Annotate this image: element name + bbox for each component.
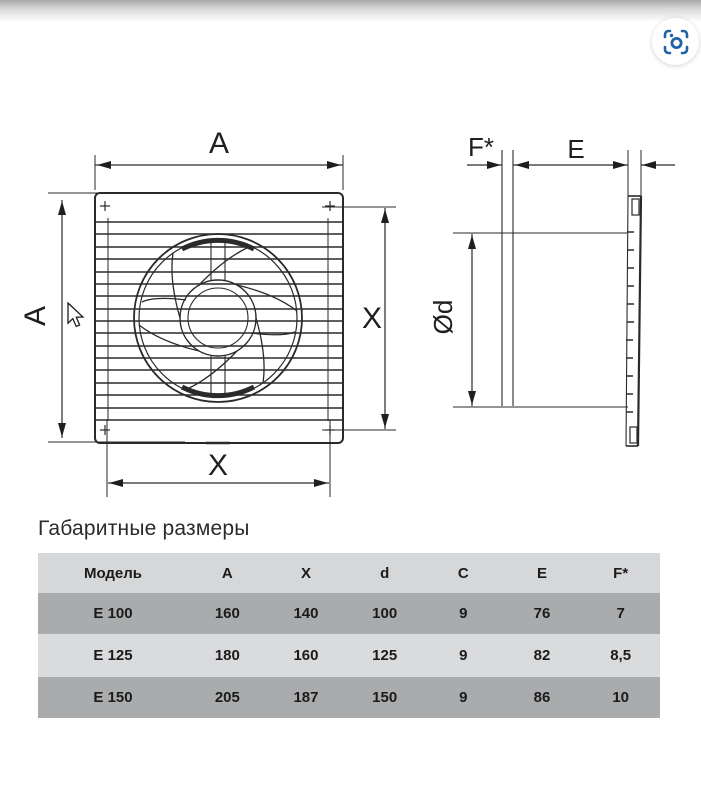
cell-model: E 150 xyxy=(93,689,133,706)
cell-value: 86 xyxy=(533,689,551,706)
table-header-row xyxy=(38,553,660,593)
flange-depth-label: F* xyxy=(468,132,494,162)
col-header-f: F* xyxy=(613,564,629,582)
cell-value: 9 xyxy=(459,605,468,622)
col-header-x: X xyxy=(300,564,311,582)
cell-value: 125 xyxy=(372,647,398,664)
cell-value: 140 xyxy=(293,605,319,622)
table-row xyxy=(38,677,660,718)
cell-model: E 100 xyxy=(93,605,133,622)
col-header-model: Модель xyxy=(83,564,143,582)
front-width-label: A xyxy=(208,127,230,160)
cell-value: 7 xyxy=(616,605,625,622)
visual-search-button[interactable] xyxy=(652,18,699,65)
duct-diameter-label: Ød xyxy=(428,299,458,335)
mouse-cursor xyxy=(68,303,83,326)
dimensions-table xyxy=(38,553,660,718)
cell-value: 10 xyxy=(612,689,629,706)
front-height-label: A xyxy=(19,305,52,327)
cell-value: 100 xyxy=(372,605,398,622)
col-header-c: C xyxy=(457,564,469,582)
cell-value: 9 xyxy=(459,647,468,664)
mount-width-label: X xyxy=(207,449,229,482)
section-title: Габаритные размеры xyxy=(38,517,250,540)
cell-value: 205 xyxy=(214,689,240,706)
cell-value: 82 xyxy=(533,647,551,664)
col-header-e: E xyxy=(536,564,547,582)
cell-value: 150 xyxy=(372,689,398,706)
cell-model: E 125 xyxy=(93,647,133,664)
cell-value: 180 xyxy=(214,647,240,664)
camera-lens-icon xyxy=(663,29,689,55)
cell-value: 160 xyxy=(293,647,319,664)
table-row xyxy=(38,634,660,677)
fan-dimension-drawing xyxy=(0,100,701,520)
top-gradient-bar xyxy=(0,0,701,22)
cell-value: 187 xyxy=(293,689,319,706)
body-depth-label: E xyxy=(567,134,585,164)
cell-value: 160 xyxy=(214,605,240,622)
col-header-a: A xyxy=(221,564,233,582)
cell-value: 76 xyxy=(533,605,551,622)
table-row xyxy=(38,593,660,634)
mount-height-label: X xyxy=(361,302,383,335)
col-header-d: d xyxy=(380,564,390,582)
cell-value: 8,5 xyxy=(610,647,632,664)
cell-value: 9 xyxy=(459,689,468,706)
